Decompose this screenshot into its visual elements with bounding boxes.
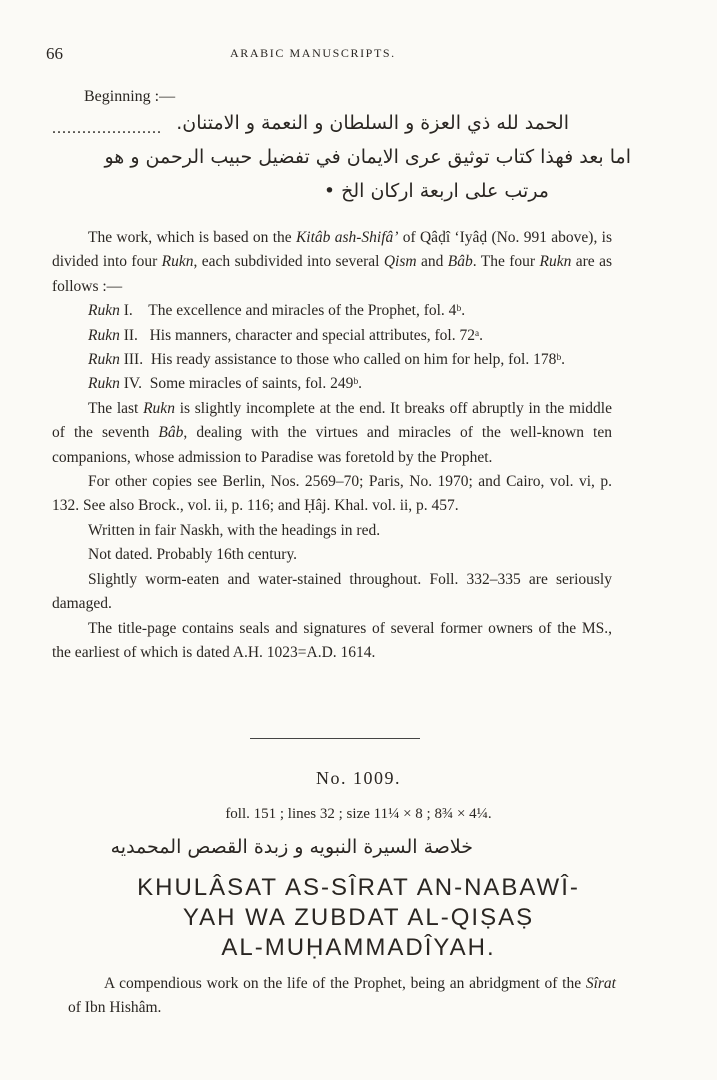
folio-details: foll. 151 ; lines 32 ; size 11¼ × 8 ; 8¾ × 4¼. xyxy=(225,806,492,822)
arabic-incipit-line-1: الحمد لله ذي العزة و السلطان و النعمة و الامتنان. xyxy=(176,112,569,134)
arabic-incipit-line-2: اما بعد فهذا كتاب توثيق عرى الايمان في تفضيل حبيب الرحمن و هو xyxy=(104,146,631,168)
paragraph-work-basis: The work, which is based on the Kitâb ash-Shifâ’ of Qâḍî ‘Iyâḍ (No. 991 above), is divided into four Rukn, each subdivided into several Qism and Bâb. The four Rukn are as follows :— xyxy=(52,229,612,295)
page-number: 66 xyxy=(46,44,63,63)
entry-number: No. 1009. xyxy=(316,768,401,788)
title-line-3: AL-MUḤAMMADÎYAH. xyxy=(221,934,496,961)
title-line-1: KHULÂSAT AS-SÎRAT AN-NABAWÎ- xyxy=(137,874,580,901)
paragraph-title-page: The title-page contains seals and signatures of several former owners of the MS., the earliest of which is dated A.H. 1023=A.D. 1614. xyxy=(52,619,612,661)
rukn-item: Rukn I. The excellence and miracles of the Prophet, fol. 4ᵇ. xyxy=(88,302,466,320)
paragraph-script: Written in fair Naskh, with the headings in red. xyxy=(88,521,381,539)
paragraph-date: Not dated. Probably 16th century. xyxy=(88,546,298,564)
paragraph-other-copies: For other copies see Berlin, Nos. 2569–70; Paris, No. 1970; and Cairo, vol. vi, p. 132. See also Brock., vol. ii, p. 116; and Ḥâj. Khal. vol. ii, p. 457. xyxy=(52,473,612,515)
rukn-item: Rukn III. His ready assistance to those who called on him for help, fol. 178ᵇ. xyxy=(88,351,566,369)
arabic-title: خلاصة السيرة النبويه و زبدة القصص المحمديه xyxy=(110,836,473,858)
rukn-item: Rukn II. His manners, character and special attributes, fol. 72ᵃ. xyxy=(88,326,484,344)
ellipsis-dots: ...................... xyxy=(52,120,162,137)
description-body xyxy=(52,226,612,665)
running-title: ARABIC MANUSCRIPTS. xyxy=(230,46,396,60)
entry-description: A compendious work on the life of the Prophet, being an abridgment of the Sîrat of Ibn Hishâm. xyxy=(68,975,616,1016)
section-divider xyxy=(250,738,420,739)
title-line-2: YAH WA ZUBDAT AL-QIṢAṢ xyxy=(182,904,535,931)
paragraph-condition: Slightly worm-eaten and water-stained throughout. Foll. 332–335 are seriously damaged. xyxy=(52,570,612,613)
beginning-label: Beginning :— xyxy=(84,88,176,105)
rukn-item: Rukn IV. Some miracles of saints, fol. 249ᵇ. xyxy=(88,375,363,393)
arabic-incipit-line-3: مرتب على اربعة اركان الخ • xyxy=(323,180,549,202)
paragraph-incomplete: The last Rukn is slightly incomplete at the end. It breaks off abruptly in the middle of the seventh Bâb, dealing with the virtues and miracles of the well-known ten companions, whose admission to Paradise was foretold by the Prophet. xyxy=(52,399,612,466)
